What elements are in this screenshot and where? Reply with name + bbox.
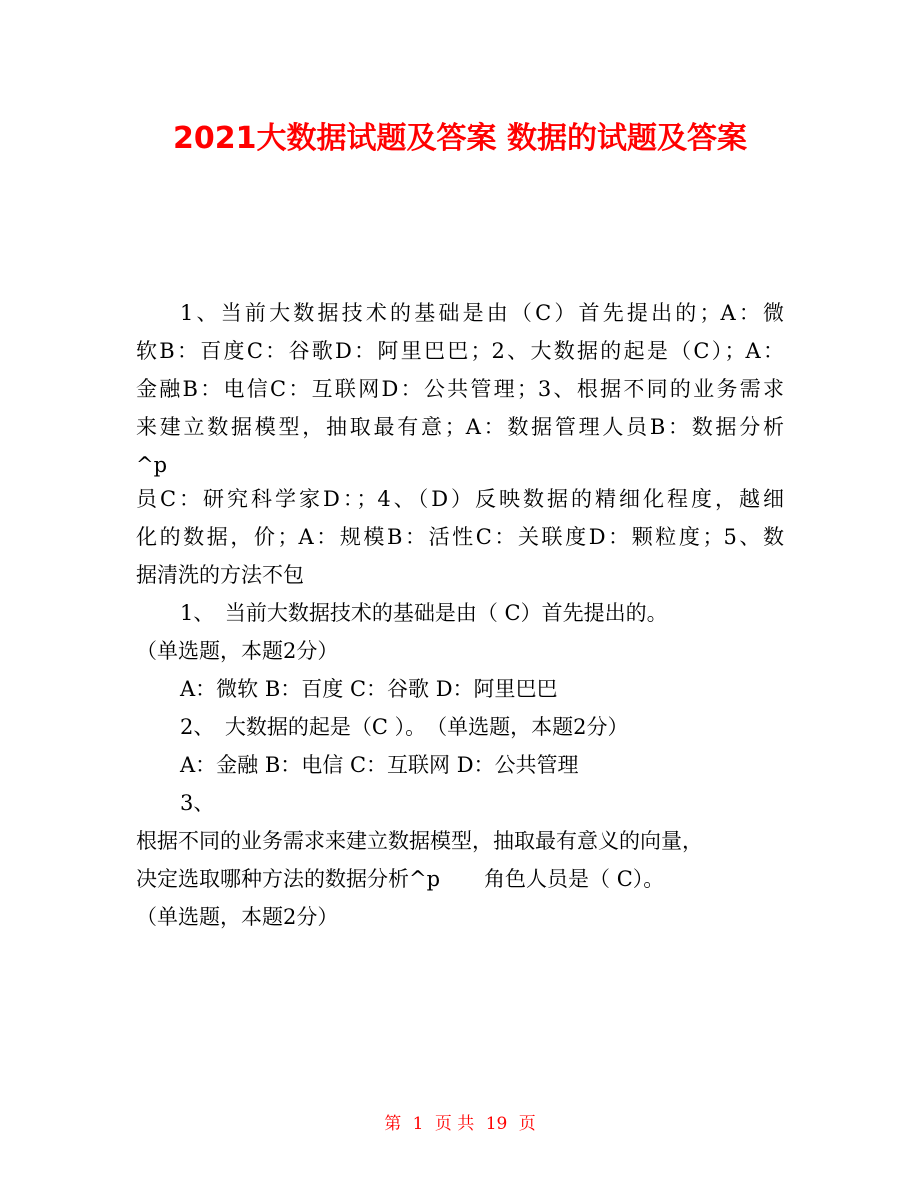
page-footer bbox=[0, 1110, 920, 1138]
paragraph-line: ^p bbox=[136, 453, 168, 477]
paragraph-line: 化的数据，价；A：规模B：活性C：关联度D：颗粒度；5、数 bbox=[136, 525, 784, 549]
question-text-part: 角色人员是（ C）。 bbox=[484, 867, 665, 891]
question-type: （单选题，本题2分） bbox=[136, 639, 339, 663]
footer-suffix: 页 bbox=[518, 1114, 536, 1134]
question-3 bbox=[136, 784, 784, 936]
question-text: 2、 大数据的起是（C ）。 （单选题，本题2分） bbox=[180, 715, 629, 739]
question-text: 1、 当前大数据技术的基础是由（ C）首先提出的。 bbox=[180, 601, 668, 625]
paragraph-line: 金融B：电信C：互联网D：公共管理；3、根据不同的业务需求 bbox=[136, 377, 784, 401]
question-options: A：金融 B：电信 C：互联网 D：公共管理 bbox=[180, 753, 579, 777]
paragraph-line: 据清洗的方法不包 bbox=[136, 563, 304, 587]
document-title: 2021大数据试题及答案 数据的试题及答案 bbox=[173, 121, 747, 156]
footer-total-pages: 19 bbox=[485, 1114, 508, 1134]
footer-prefix: 第 bbox=[384, 1114, 402, 1134]
question-text-part: 决定选取哪种方法的数据分析^p bbox=[136, 867, 441, 891]
question-number: 3、 bbox=[180, 791, 215, 815]
question-options: A：微软 B：百度 C：谷歌 D：阿里巴巴 bbox=[180, 677, 558, 701]
question-text bbox=[136, 860, 784, 898]
question-1 bbox=[136, 594, 784, 708]
document-body bbox=[136, 294, 784, 936]
question-2 bbox=[136, 708, 784, 784]
footer-middle: 页 共 bbox=[434, 1114, 475, 1134]
footer-page-number: 1 bbox=[412, 1114, 424, 1134]
summary-paragraph bbox=[136, 294, 784, 594]
question-type: （单选题，本题2分） bbox=[136, 905, 339, 929]
paragraph-line: 软B：百度C：谷歌D：阿里巴巴；2、大数据的起是（C）；A： bbox=[136, 339, 784, 363]
paragraph-line: 1、当前大数据技术的基础是由（C）首先提出的；A：微 bbox=[180, 301, 784, 325]
question-text: 根据不同的业务需求来建立数据模型，抽取最有意义的向量， bbox=[136, 829, 703, 853]
paragraph-line: 来建立数据模型，抽取最有意；A：数据管理人员B：数据分析 bbox=[136, 415, 784, 439]
paragraph-line: 员C：研究科学家D：；4、（D）反映数据的精细化程度，越细 bbox=[136, 487, 784, 511]
